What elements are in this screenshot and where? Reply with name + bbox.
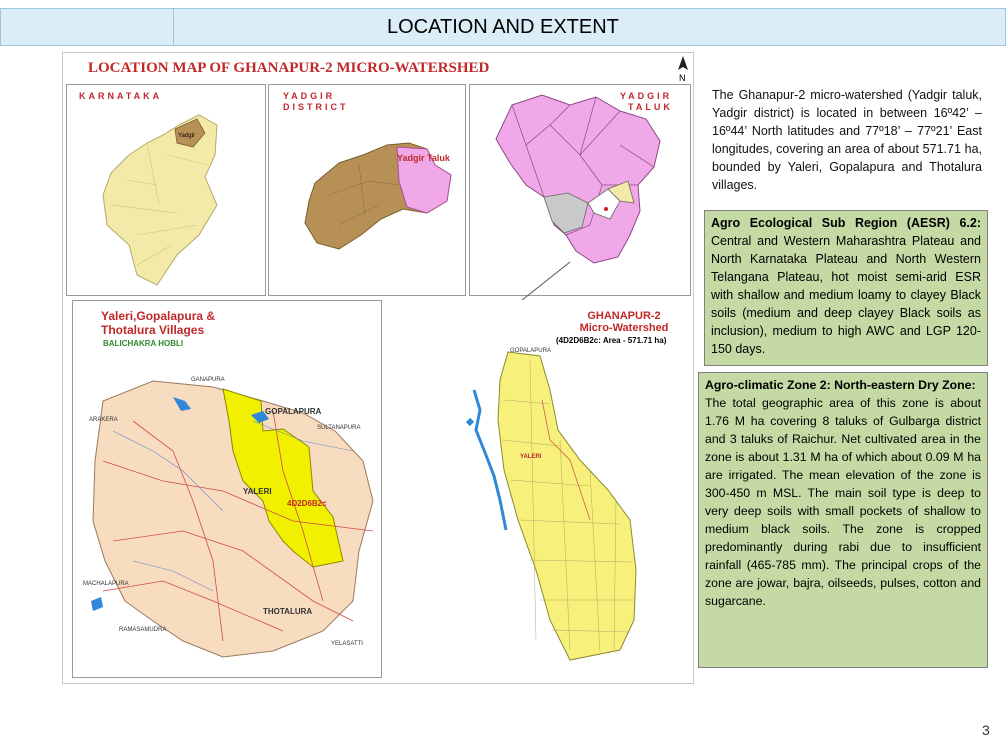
villages-title-2: Thotalura Villages bbox=[101, 323, 205, 337]
karnataka-label: KARNATAKA bbox=[79, 91, 163, 101]
page-number: 3 bbox=[982, 722, 990, 738]
district-label-1: YADGIR bbox=[283, 91, 336, 101]
taluk-label-1: YADGIR bbox=[620, 91, 673, 101]
place-yelasatti: YELASATTI bbox=[331, 641, 363, 647]
aesr-box bbox=[704, 210, 988, 366]
place-thotalura: THOTALURA bbox=[263, 607, 313, 616]
watershed-map bbox=[440, 300, 692, 678]
header-bar bbox=[0, 8, 1006, 46]
place-gopalapura: GOPALAPURA bbox=[265, 407, 322, 416]
villages-panel bbox=[72, 300, 382, 678]
taluk-label-2: TALUK bbox=[628, 102, 673, 112]
zone-text: The total geographic area of this zone is about 1.76 M ha covering 8 taluks of Gulbarga district and 3 taluks of Raichur. Net cultivated area in the zone is about 1.31 M ha of which about 0.09 M ha are irrigated. The mean elevation of the zone is 300-450 m MSL. The main soil type is deep to very deep soils with small pockets of shallow to medium black soils. The zone is cropped predominantly during rabi due to insufficient rainfall (465-785 mm). The principal crops of the zone are jowar, bajra, oilseeds, pulses, cotton and sugarcane. bbox=[705, 396, 981, 608]
watershed-code: 4D2D6B2c bbox=[287, 499, 327, 508]
header-left-cell bbox=[1, 9, 174, 45]
map-title: LOCATION MAP OF GHANAPUR-2 MICRO-WATERSHED bbox=[88, 60, 490, 76]
watershed-panel bbox=[440, 300, 692, 678]
aesr-text: Central and Western Maharashtra Plateau and North Karnataka Plateau and North Western Telangana Plateau, hot moist semi-arid ESR with shallow and medium loamy to clayey Black soils (medium and deep clayey Black soils as inclusion), medium to high AWC and LGP 120-150 days. bbox=[711, 234, 981, 356]
taluk-region-label: Yadgir Taluk bbox=[397, 153, 450, 163]
page-title: LOCATION AND EXTENT bbox=[387, 16, 619, 38]
hobli-label: BALICHAKRA HOBLI bbox=[103, 339, 184, 348]
place-ganapura: GANAPURA bbox=[191, 377, 225, 383]
aesr-heading: Agro Ecological Sub Region (AESR) 6.2: bbox=[711, 216, 981, 230]
place-ramasamudra: RAMASAMUDRA bbox=[119, 627, 167, 633]
place-sultanapura: SULTANAPURA bbox=[317, 425, 361, 431]
mw-place-gopalapura: GOPALAPURA bbox=[510, 348, 551, 354]
north-label: N bbox=[679, 73, 686, 82]
zone-heading: Agro-climatic Zone 2: North-eastern Dry Zone: bbox=[705, 378, 976, 392]
district-panel bbox=[268, 84, 466, 296]
place-machalapura: MACHALAPURA bbox=[83, 581, 129, 587]
agroclimatic-box bbox=[698, 372, 988, 668]
karnataka-panel bbox=[66, 84, 266, 296]
intro-paragraph: The Ghanapur-2 micro-watershed (Yadgir taluk, Yadgir district) is located in between 16º42’ – 16º44’ North latitudes and 77º18’ – 77º21’ East longitudes, covering an area of about 571.71 ha, bounded by Yaleri, Gopalapura and Thotalura villages. bbox=[712, 88, 982, 192]
villages-map bbox=[73, 301, 381, 677]
district-label-2: DISTRICT bbox=[283, 102, 349, 112]
villages-title-1: Yaleri,Gopalapura & bbox=[101, 309, 216, 323]
yadgir-small-label: Yadgir bbox=[178, 133, 195, 139]
north-arrow-icon bbox=[675, 56, 691, 87]
district-map bbox=[269, 85, 465, 295]
place-yaleri: YALERI bbox=[243, 487, 272, 496]
mw-title-2: Micro-Watershed bbox=[579, 322, 669, 334]
mw-place-yaleri: YALERI bbox=[520, 454, 542, 460]
place-arakera: ARAKERA bbox=[89, 417, 118, 423]
mw-area: (4D2D6B2c: Area - 571.71 ha) bbox=[556, 336, 667, 345]
mw-title-1: GHANAPUR-2 bbox=[587, 310, 661, 322]
karnataka-map bbox=[67, 85, 265, 295]
